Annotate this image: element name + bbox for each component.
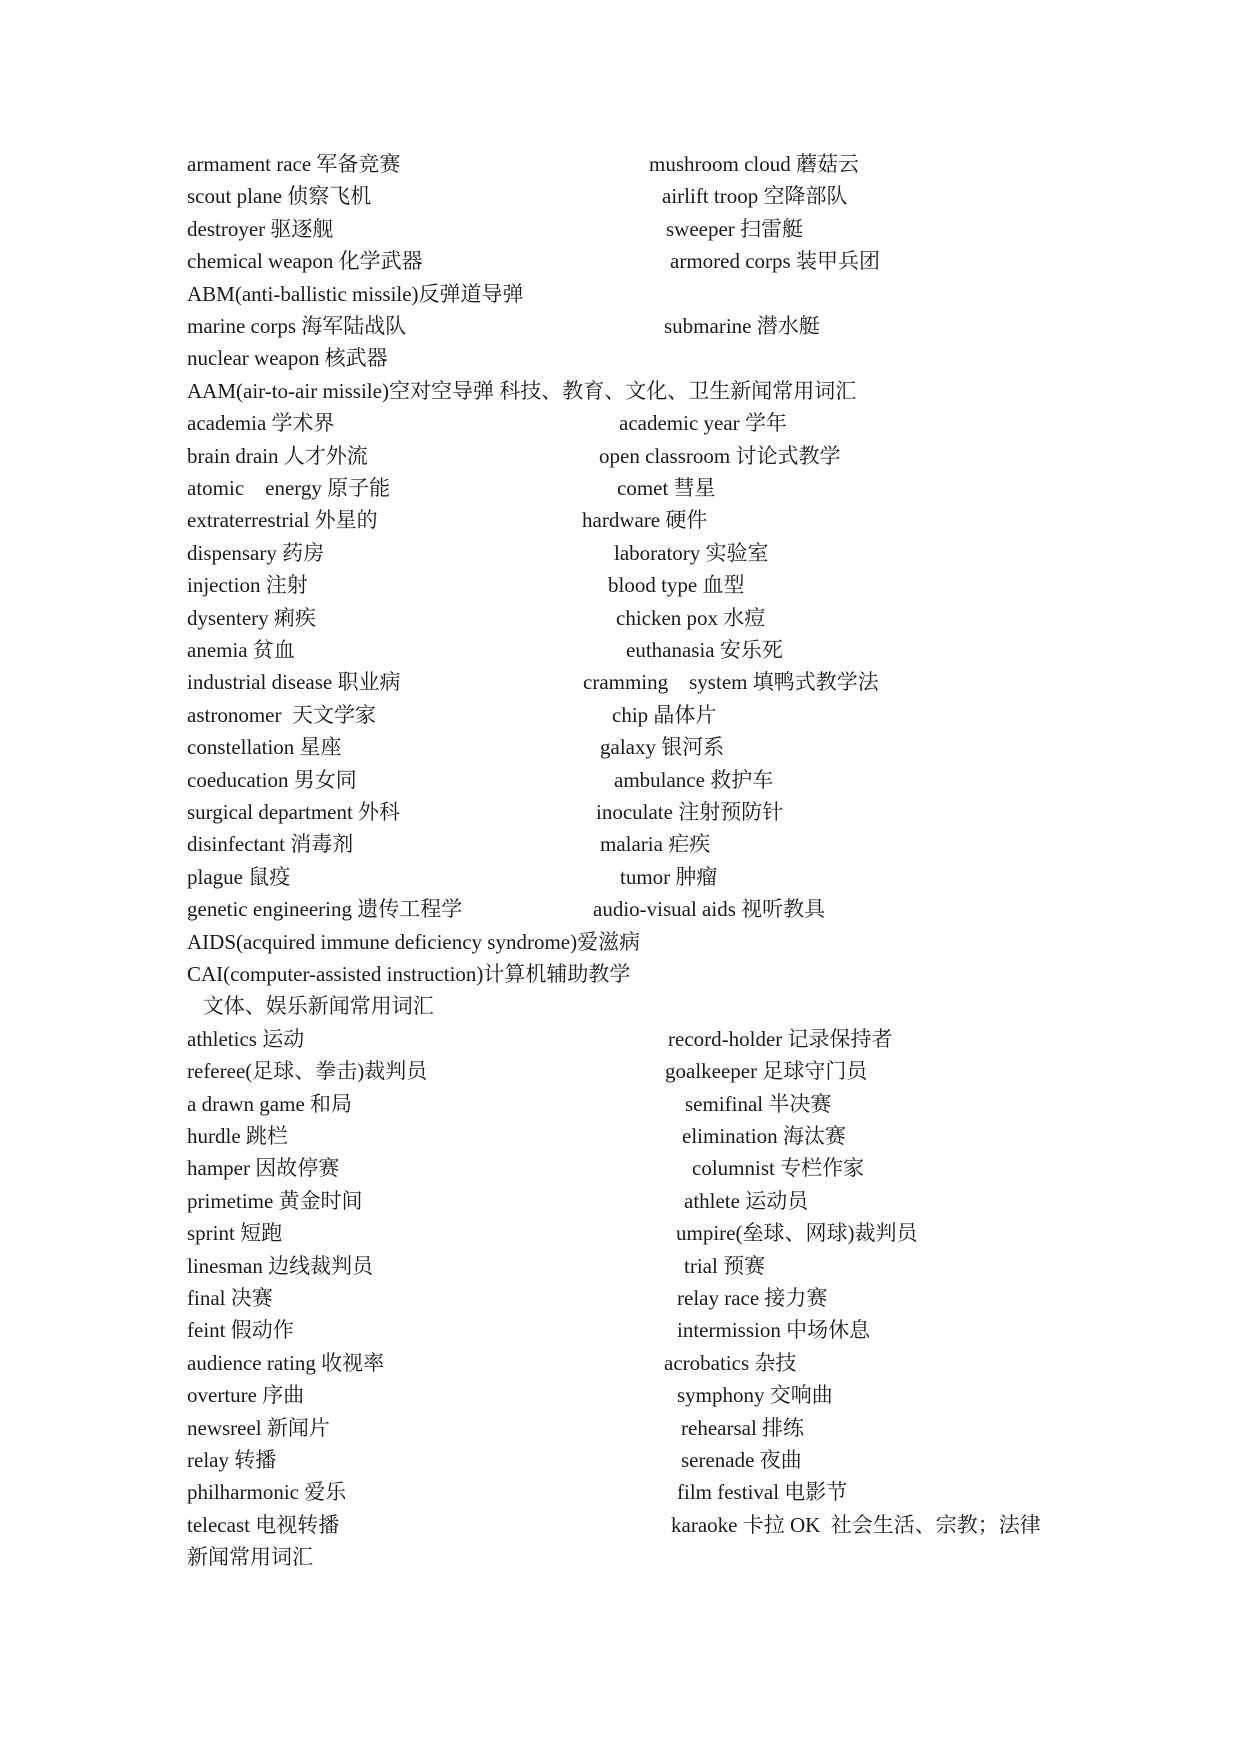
term-left: ABM(anti-ballistic missile)反弹道导弹 — [187, 281, 524, 306]
term-right: open classroom 讨论式教学 — [599, 443, 841, 468]
term-left: academia 学术界 — [187, 411, 335, 436]
list-item — [187, 1379, 1087, 1411]
term-right: athlete 运动员 — [684, 1188, 809, 1213]
term-left: marine corps 海军陆战队 — [187, 314, 407, 338]
list-item — [187, 342, 1087, 374]
term-right: film festival 电影节 — [677, 1480, 848, 1505]
list-item — [187, 958, 1087, 990]
list-item — [187, 699, 1087, 731]
term-right: rehearsal 排练 — [681, 1415, 805, 1440]
term-right: armored corps 装甲兵团 — [670, 249, 880, 274]
term-right: audio-visual aids 视听教具 — [593, 897, 826, 922]
term-right: tumor 肿瘤 — [620, 864, 718, 889]
section-heading: 文体、娱乐新闻常用词汇 — [187, 994, 434, 1019]
term-left: philharmonic 爱乐 — [187, 1480, 347, 1505]
term-left: CAI(computer-assisted instruction)计算机辅助教学 — [187, 962, 631, 986]
list-item — [187, 1444, 1087, 1476]
term-left: AIDS(acquired immune deficiency syndrome)爱滋病 — [187, 929, 641, 954]
list-item — [187, 1476, 1087, 1508]
list-item — [187, 1120, 1087, 1152]
term-left: anemia 贫血 — [187, 638, 295, 662]
term-right: karaoke 卡拉 OK 社会生活、宗教；法律 — [671, 1512, 1041, 1537]
term-right: chicken pox 水痘 — [616, 605, 766, 630]
term-right: academic year 学年 — [619, 411, 787, 436]
term-right: euthanasia 安乐死 — [626, 638, 783, 662]
term-right: mushroom cloud 蘑菇云 — [649, 152, 859, 176]
term-right: galaxy 银河系 — [600, 735, 725, 760]
list-item — [187, 1509, 1087, 1541]
section-heading-line — [187, 990, 1087, 1022]
term-right: blood type 血型 — [608, 573, 745, 598]
term-left: sprint 短跑 — [187, 1221, 283, 1246]
list-item — [187, 440, 1087, 472]
term-right: symphony 交响曲 — [677, 1383, 833, 1408]
section-heading-line — [187, 375, 1087, 407]
list-item — [187, 472, 1087, 504]
list-item — [187, 1314, 1087, 1346]
term-left: genetic engineering 遗传工程学 — [187, 897, 463, 922]
list-item — [187, 666, 1087, 698]
list-item — [187, 828, 1087, 860]
term-right: record-holder 记录保持者 — [668, 1026, 893, 1051]
term-left: telecast 电视转播 — [187, 1512, 340, 1537]
list-item — [187, 764, 1087, 796]
term-left: astronomer 天文学家 — [187, 702, 376, 727]
list-item — [187, 180, 1087, 212]
list-item — [187, 796, 1087, 828]
list-item — [187, 893, 1087, 925]
term-left: constellation 星座 — [187, 735, 342, 760]
list-item — [187, 1088, 1087, 1120]
list-item — [187, 1541, 1087, 1573]
term-left: extraterrestrial 外星的 — [187, 508, 378, 533]
list-item — [187, 1250, 1087, 1282]
term-left: chemical weapon 化学武器 — [187, 249, 423, 274]
list-item — [187, 245, 1087, 277]
list-item — [187, 213, 1087, 245]
list-item — [187, 1217, 1087, 1249]
term-right: semifinal 半决赛 — [685, 1091, 832, 1116]
list-item — [187, 407, 1087, 439]
term-right: hardware 硬件 — [582, 508, 708, 533]
list-item — [187, 602, 1087, 634]
list-item — [187, 1185, 1087, 1217]
term-left: linesman 边线裁判员 — [187, 1253, 374, 1278]
term-right: umpire(垒球、网球)裁判员 — [676, 1221, 918, 1246]
term-right: airlift troop 空降部队 — [662, 184, 848, 209]
term-left: industrial disease 职业病 — [187, 670, 401, 695]
term-left: dispensary 药房 — [187, 540, 325, 565]
term-left: athletics 运动 — [187, 1026, 305, 1051]
term-left: AAM(air-to-air missile)空对空导弹 科技、教育、文化、卫生新闻常用词汇 — [187, 378, 857, 403]
term-left: atomic energy 原子能 — [187, 476, 391, 500]
list-item — [187, 1347, 1087, 1379]
term-right: cramming system 填鸭式教学法 — [583, 670, 879, 695]
term-left: a drawn game 和局 — [187, 1091, 353, 1116]
term-left: feint 假动作 — [187, 1318, 294, 1343]
term-right: columnist 专栏作家 — [692, 1156, 865, 1181]
term-left: overture 序曲 — [187, 1383, 305, 1408]
term-left: relay 转播 — [187, 1448, 277, 1472]
term-left: audience rating 收视率 — [187, 1350, 385, 1375]
list-item — [187, 1412, 1087, 1444]
list-item — [187, 278, 1087, 310]
term-left: plague 鼠疫 — [187, 864, 291, 889]
term-right: malaria 疟疾 — [600, 832, 711, 857]
term-right: elimination 海汰赛 — [682, 1124, 846, 1148]
term-left: destroyer 驱逐舰 — [187, 216, 334, 241]
term-right: comet 彗星 — [617, 476, 716, 500]
term-left: final 决赛 — [187, 1286, 273, 1310]
term-left: scout plane 侦察飞机 — [187, 184, 372, 209]
list-item — [187, 1282, 1087, 1314]
term-right: ambulance 救护车 — [614, 767, 774, 792]
term-left: coeducation 男女同 — [187, 767, 357, 792]
list-item — [187, 504, 1087, 536]
term-left: armament race 军备竞赛 — [187, 152, 401, 176]
term-left: hamper 因故停赛 — [187, 1156, 340, 1181]
list-item — [187, 569, 1087, 601]
term-right: submarine 潜水艇 — [664, 314, 820, 338]
list-item — [187, 310, 1087, 342]
list-item — [187, 1055, 1087, 1087]
term-left: hurdle 跳栏 — [187, 1124, 288, 1148]
term-left: primetime 黄金时间 — [187, 1188, 363, 1213]
term-left: surgical department 外科 — [187, 800, 401, 824]
term-right: relay race 接力赛 — [677, 1286, 828, 1310]
term-right: goalkeeper 足球守门员 — [665, 1059, 868, 1084]
list-item — [187, 634, 1087, 666]
list-item — [187, 731, 1087, 763]
term-right: acrobatics 杂技 — [664, 1350, 797, 1375]
term-right: intermission 中场休息 — [677, 1318, 871, 1343]
list-item — [187, 537, 1087, 569]
term-left: newsreel 新闻片 — [187, 1415, 330, 1440]
list-item — [187, 926, 1087, 958]
list-item — [187, 148, 1087, 180]
term-right: serenade 夜曲 — [681, 1448, 802, 1472]
term-left: brain drain 人才外流 — [187, 443, 368, 468]
term-right: chip 晶体片 — [612, 702, 717, 727]
term-right: sweeper 扫雷艇 — [666, 216, 804, 241]
term-left: nuclear weapon 核武器 — [187, 346, 388, 371]
list-item — [187, 1152, 1087, 1184]
term-right: inoculate 注射预防针 — [596, 800, 784, 824]
term-left: injection 注射 — [187, 573, 308, 598]
term-left: referee(足球、拳击)裁判员 — [187, 1059, 428, 1084]
term-right: trial 预赛 — [684, 1253, 766, 1278]
list-item — [187, 1023, 1087, 1055]
term-left: disinfectant 消毒剂 — [187, 832, 354, 857]
list-item — [187, 861, 1087, 893]
term-left: dysentery 痢疾 — [187, 605, 316, 630]
term-left: 新闻常用词汇 — [187, 1545, 313, 1570]
term-right: laboratory 实验室 — [614, 540, 769, 565]
